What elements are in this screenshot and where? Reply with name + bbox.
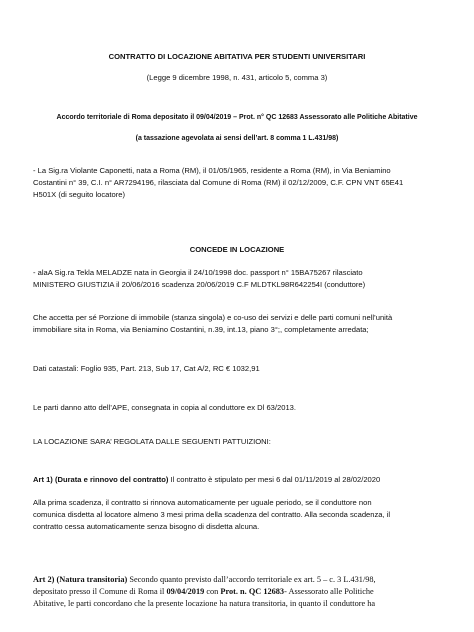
art2-protocol: Prot. n. QC 12683 — [220, 587, 285, 596]
art1-heading — [33, 475, 380, 485]
ape-statement: Le parti danno atto dell’APE, consegnata in copia al conduttore ex Dl 63/2013. — [33, 403, 297, 412]
accordo-territoriale: Accordo territoriale di Roma depositato il 09/04/2019 – Prot. n° QC 12683 Assessorato alle Politiche Abitative — [56, 114, 418, 121]
law-reference: (Legge 9 dicembre 1998, n. 431, articolo 5, comma 3) — [146, 73, 328, 82]
locatore-line-2: Costantini n° 39, C.I. n° AR7294196, rilasciata dal Comune di Roma (RM) il 02/12/2009, C.F. CPN VNT 65E41 — [33, 178, 404, 187]
contract-title: CONTRATTO DI LOCAZIONE ABITATIVA PER STUDENTI UNIVERSITARI — [108, 52, 366, 61]
art1-body-line-1: Alla prima scadenza, il contratto si rinnova automaticamente per uguale periodo, se il conduttore non — [33, 498, 372, 507]
art1-title-rest: Il contratto è stipulato per mesi 6 dal 01/11/2019 al 28/02/2020 — [168, 475, 381, 484]
art2-line1-rest: Secondo quanto previsto dall’accordo territoriale ex art. 5 – c. 3 L.431/98, — [127, 575, 376, 584]
art2-line-1 — [33, 575, 376, 585]
porzione-line-1: Che accetta per sé Porzione di immobile (stanza singola) e co-uso dei servizi e delle parti comuni nell’unità — [33, 313, 393, 322]
art2-line-2 — [33, 587, 374, 597]
dati-catastali: Dati catastali: Foglio 935, Part. 213, Sub 17, Cat A/2, RC € 1032,91 — [33, 364, 260, 373]
locatore-line-1: - La Sig.ra Violante Caponetti, nata a Roma (RM), il 01/05/1965, residente a Roma (RM), in Via Beniamino — [33, 166, 391, 175]
locatore-line-3: H501X (di seguito locatore) — [33, 190, 126, 199]
art2-line2-pre: depositato presso il Comune di Roma il — [33, 587, 167, 596]
conduttore-line-1: - alaA Sig.ra Tekla MELADZE nata in Georgia il 24/10/1998 doc. passport n° 15BA75267 rilasciato — [33, 268, 363, 277]
pattuizioni-heading: LA LOCAZIONE SARA’ REGOLATA DALLE SEGUENTI PATTUIZIONI: — [33, 437, 271, 446]
porzione-line-2: immobiliare sita in Roma, via Beniamino Costantini, n.39, int.13, piano 3°;, completamente arredata; — [33, 325, 369, 334]
art2-line-3: Abitative, le parti concordano che la presente locazione ha natura transitoria, in quanto il conduttore ha — [33, 599, 376, 608]
conduttore-line-2: MINISTERO GIUSTIZIA il 20/06/2016 scadenza 20/06/2019 C.F MLDTKL98R642254I (conduttore) — [33, 280, 366, 289]
art2-date: 09/04/2019 — [166, 587, 205, 596]
art1-body-line-2: comunica disdetta al locatore almeno 3 mesi prima della scadenza del contratto. Alla seconda scadenza, il — [33, 510, 391, 519]
concede-heading: CONCEDE IN LOCAZIONE — [189, 245, 285, 254]
art2-line2-mid: con — [204, 587, 221, 596]
art2-line2-post: - Assessorato alle Politiche — [284, 587, 374, 596]
art2-title: Art 2) (Natura transitoria) — [33, 575, 128, 584]
art1-body-line-3: contratto cessa automaticamente senza bisogno di disdetta alcuna. — [33, 522, 260, 531]
art1-title: Art 1) (Durata e rinnovo del contratto) — [33, 475, 169, 484]
tassazione-note: (a tassazione agevolata ai sensi dell’art. 8 comma 1 L.431/98) — [135, 135, 339, 142]
